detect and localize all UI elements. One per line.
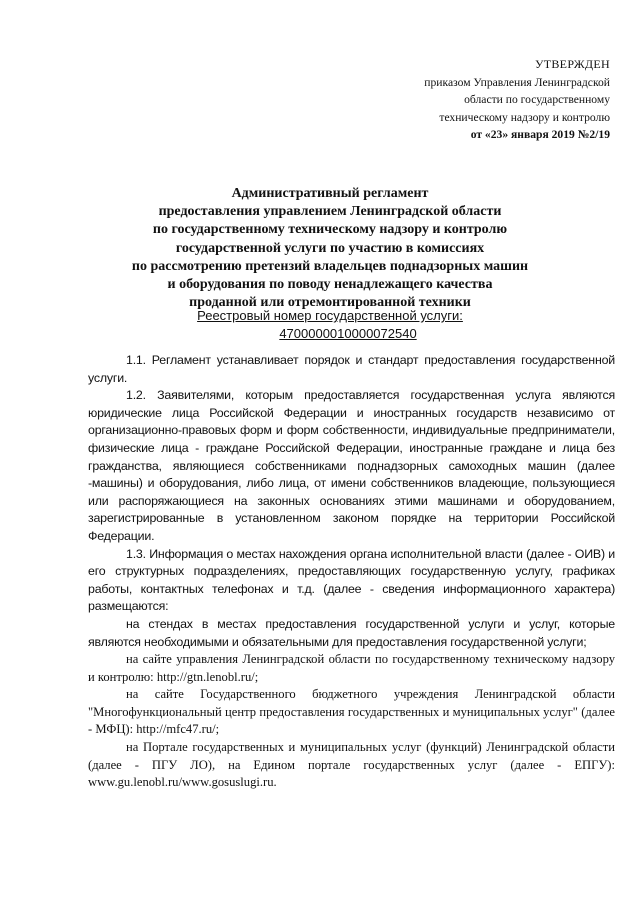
approval-line-2: области по государственному: [464, 93, 610, 106]
title-line-3: по государственному техническому надзору и контролю: [152, 222, 508, 238]
paragraph-stands: на стендах в местах предоставления государственной услуги и услуг, которые являются необходимыми и обязательными для предоставления государственной услуги;: [88, 616, 615, 649]
title-line-2: предоставления управлением Ленинградской области: [158, 204, 502, 220]
document-title: [90, 185, 570, 312]
title-line-6: и оборудования по поводу ненадлежащего качества: [167, 277, 493, 293]
title-line-1: Административный регламент: [231, 186, 429, 201]
approval-line-3: техническому надзору и контролю: [439, 110, 610, 124]
approval-date-line: от «23» января 2019 №2/19: [470, 128, 610, 141]
document-body: [88, 352, 615, 792]
paragraph-1-1: 1.1. Регламент устанавливает порядок и стандарт предоставления государственной услуги.: [88, 353, 615, 385]
paragraph-site-gtn: на сайте управления Ленинградской области по государственному техническому надзору и контролю: http://gtn.lenobl.ru/;: [88, 652, 615, 684]
title-line-7: проданной или отремонтированной техники: [189, 295, 471, 311]
paragraph-1-2: 1.2. Заявителями, которым предоставляется государственная услуга являются юридические лица Российской Федерации и иностранных государств независимо от организационно-правовых форм и форм собственности, индивидуальные предприниматели, физические лица - граждане Российской Федерации, иностранные граждане и лица без гражданства, являющиеся собственниками поднадзорных самоходных машин (далее -машины) и оборудования, либо лица, от имени собственников владеющие, пользующиеся или распоряжающиеся на законных основаниях этими машинами и оборудованием, зарегистрированные в установленном законом порядке на территории Российской Федерации.: [88, 388, 615, 543]
registry-label: Реестровый номер государственной услуги:: [197, 308, 463, 323]
title-line-5: по рассмотрению претензий владельцев поднадзорных машин: [131, 258, 529, 274]
paragraph-1-3: 1.3. Информация о местах нахождения органа исполнительной власти (далее - ОИВ) и его структурных подразделениях, предоставляющих государственную услугу, графиках работы, контактных телефонах и т.д. (далее - сведения информационного характера) размещаются:: [88, 546, 615, 614]
approval-line-1: приказом Управления Ленинградской: [424, 75, 610, 89]
registry-number: 4700000010000072540: [279, 325, 417, 341]
title-line-4: государственной услуги по участию в комиссиях: [175, 240, 485, 256]
paragraph-portal: на Портале государственных и муниципальных услуг (функций) Ленинградской области (далее - ПГУ ЛО), на Едином портале государственных услуг (далее - ЕПГУ): www.gu.lenobl.ru/www.gosuslugi.ru.: [88, 740, 615, 790]
approval-title: УТВЕРЖДЕН: [534, 57, 610, 71]
approval-stamp: [424, 56, 610, 144]
paragraph-site-mfc: на сайте Государственного бюджетного учреждения Ленинградской области "Многофункциональный центр предоставления государственных и муниципальных услуг" (далее - МФЦ): http://mfc47.ru/;: [88, 687, 615, 737]
registry-block: [90, 307, 570, 342]
